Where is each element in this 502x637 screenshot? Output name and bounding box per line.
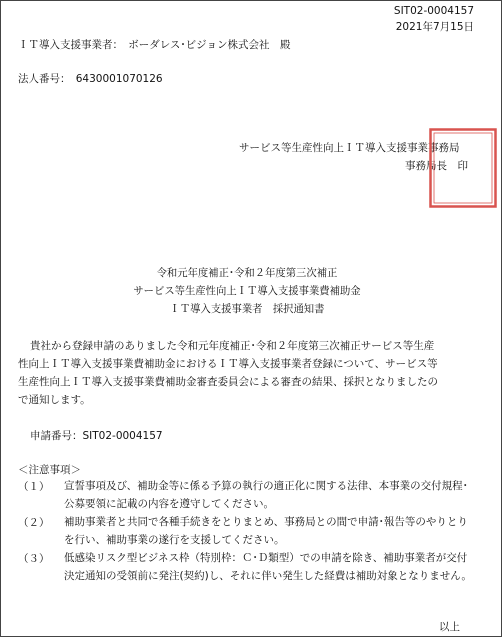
title-line-3: ＩＴ導入支援事業者 採択通知書 — [169, 303, 325, 315]
notes-heading: ＜注意事項＞ — [18, 464, 81, 476]
title-line-2: サービス等生産性向上ＩＴ導入支援事業費補助金 — [133, 285, 361, 297]
issue-date: 2021年7月15日 — [395, 21, 474, 33]
official-seal — [429, 128, 497, 208]
note-2-line-2: を行い、補助事業の遂行を支援してください。 — [64, 534, 285, 546]
addressee: ＩＴ導入支援事業者： ボーダレス･ビジョン株式会社 殿 — [18, 39, 291, 51]
body-line-1: 貴社から登録申請のありました令和元年度補正･令和２年度第三次補正サービス等生産 — [30, 340, 435, 352]
body-line-4: で通知します。 — [18, 394, 91, 406]
application-number: 申請番号：SIT02-0004157 — [30, 430, 163, 442]
note-1-line-2: 公募要領に記載の内容を遵守してください。 — [64, 498, 274, 510]
closing-mark: 以上 — [439, 621, 460, 633]
corporate-number: 法人番号： 6430001070126 — [18, 73, 163, 85]
title-line-1: 令和元年度補正･令和２年度第三次補正 — [156, 267, 338, 279]
document-number: SIT02-0004157 — [393, 5, 474, 17]
body-line-2: 性向上ＩＴ導入支援事業費補助金におけるＩＴ導入支援事業者登録について、サービス等 — [18, 358, 438, 370]
issuer-title: 事務局長 印 — [405, 160, 468, 172]
issuer-name: サービス等生産性向上ＩＴ導入支援事業事務局 — [239, 142, 460, 154]
note-3-line-2: 決定通知の受領前に発注(契約)し、それに伴い発生した経費は補助対象となりません。 — [64, 570, 472, 582]
note-1-line-1: 宣誓事項及び、補助金等に係る予算の執行の適正化に関する法律、本事業の交付規程･ — [64, 480, 468, 492]
note-number-2: （２） — [18, 517, 50, 529]
note-number-1: （１） — [18, 481, 50, 493]
note-3-line-1: 低感染リスク型ビジネス枠（特別枠：Ｃ･Ｄ類型）での申請を除き、補助事業者が交付 — [64, 552, 468, 564]
note-number-3: （３） — [18, 553, 50, 565]
note-2-line-1: 補助事業者と共同で各種手続きをとりまとめ、事務局との間で申請･報告等のやりとり — [64, 516, 468, 528]
body-line-3: 生産性向上ＩＴ導入支援事業費補助金審査委員会による審査の結果、採択となりましたの — [18, 376, 438, 388]
